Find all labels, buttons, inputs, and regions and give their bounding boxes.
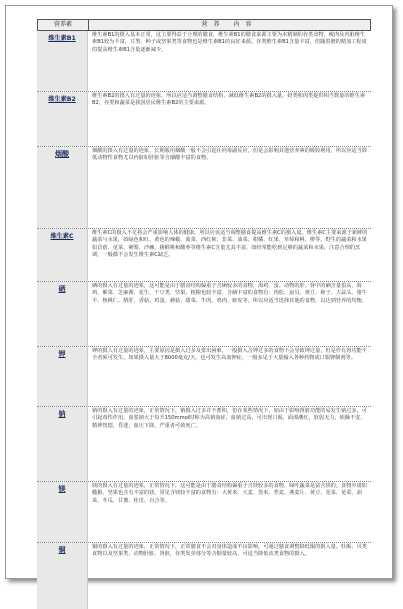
nutrient-name: 铜 <box>58 546 66 554</box>
nutrient-tip: 硒的摄入有过量的迹象，这可能是由于膳食结构偏重于含硒较多的食物，海鸡、蛋、动物的肝、肾中的硒含量很高，海鸡、紫菜、芝麻酱、花生、干豆类、坚果、粗粮也较丰富，含硒丰富的食物有：肉松、扇贝、黄豆、柿子、大蒜头、猪牛羊、核桃仁、猪肝、香菇、鸡蛋、蘑菇、甜菜、牛肉、鸡肉、虾皮等，所以应适当选择其他的食物，以达到营养的均衡。 <box>92 283 367 304</box>
nutrient-tip: 铜的摄入有过量的迹象，正常情况下，正常膳食不会对身体造成不良影响，可通过膳食调整降低铜的摄入量。牡蛎、贝类食物以及坚果类、动物肝脏、肾脏，谷类发芽部分等含铜量较高，可适当降低该类食物的摄入。 <box>92 544 367 558</box>
nutrient-tip: 维生素C的摄入不足将会严重影响人体的健康，所以应该适当调整膳食提高维生素C的摄入量。维生素C主要来源于新鲜的蔬菜与水果，如绿色和红、黄色的辣椒、菠菜、西红柿、韭菜、油菜、柑橘、红果、草莓和桃、橙等，野生的蔬菜和水果如苜蓿、苋菜、刺梨、沙棘、猕猴桃和酸枣等维生素C含量尤其丰富，如经常能吃到足够的蔬菜和水果，注意合理的烹调，一般都不会发生维生素C缺乏。 <box>92 230 368 259</box>
nutrient-tip: 钾的摄入有过量的迹象，主要原因是摄入过多及排出困难，一般摄入含钾过多的食物不会导致钾过量，但是作有肾功能不全者须可发生。如果摄入量大于8000毫克/天，也可发生高血钾症，一般多见于大量输入各种药物或口服钾制剂等。 <box>92 348 367 362</box>
nutrient-name: 硒 <box>58 285 66 293</box>
nutrient-name: 维生素B1 <box>48 35 76 42</box>
nutrient-name: 烟酸 <box>55 150 69 158</box>
table-row-vitamin-b1 <box>37 31 371 92</box>
nutrient-tip: 镁的摄入有过量的迹象，正常情况下，这可能是由于膳食结构偏重于含镁较多的食物，绿叶蔬菜是富含镁的，食物中诸如糙粮、坚果也含有丰富的镁，常见含镁较丰富的食物有：大黄米、大麦、黑米、荞麦、燕麦片、黄豆、苋菜、苋菜、油菜、冬瓜、甘薯、桂皮、百合等。 <box>92 483 367 504</box>
nutrient-tip: 钠的摄入有过量的迹象，正常情况下，钠摄入过多并不蓄积，但在某些情况下，如由于影响肾脏功能的易发生钠过多，可引起毒性作用。血浆钠大于每升150mmol时称为高钠血症，血钠过高，可出现口渴，面部潮红，软弱无力，烦躁不安，精神恍惚，昏迷，血压下降，严重者可致死亡。 <box>92 408 367 429</box>
nutrient-name: 维生素C <box>50 233 74 240</box>
table-header <box>37 19 371 31</box>
table-row-niacin <box>37 147 371 229</box>
nutrient-name: 钠 <box>58 410 66 418</box>
table-row-sodium <box>37 407 371 482</box>
nutrient-name: 维生素B2 <box>48 96 76 103</box>
table-row-copper <box>37 543 371 609</box>
table-row-vitamin-b2 <box>37 92 371 147</box>
nutrient-name: 镁 <box>58 485 66 493</box>
nutrient-tip: 维生素B1的摄入基本正常，这主要得益于合理的膳食，维生素B1的膳食来源主要为未精制的谷类食物，瘦肉及内脏维生素B1较为丰富，豆类、种子或坚果类等食物也是维生素B1的良好来源。谷类维生素B1含量丰富，但随着磨的精加工程度的提高维生素B1含量逐渐减少。 <box>92 32 367 53</box>
header-nutrient: 营养素 <box>38 20 89 30</box>
document-page <box>5 5 393 579</box>
nutrient-name: 钾 <box>58 350 66 358</box>
nutrition-table <box>37 19 371 609</box>
table-row-magnesium <box>37 482 371 543</box>
table-row-selenium <box>37 282 371 347</box>
table-row-vitamin-c <box>37 229 371 282</box>
header-tips: 营养 内容 <box>201 21 258 28</box>
nutrient-tip: 烟酸的摄入有过量的迹象，长期服用烟酸一般不会引起任何毒副反应，但是会影响其他营养素的吸收利用，所以应适当降低动物性食物尤以内脏如肝脏等含烟酸丰富的食物。 <box>92 148 367 162</box>
table-row-potassium <box>37 347 371 407</box>
nutrient-tip: 维生素B2的摄入有过量的迹象，所以应适当调整膳食结构，减低维生素B2的摄入量。奶类和肉类提供相当数量的维生素B2，谷类和蔬菜是我国居民维生素B2的主要来源。 <box>92 93 366 107</box>
